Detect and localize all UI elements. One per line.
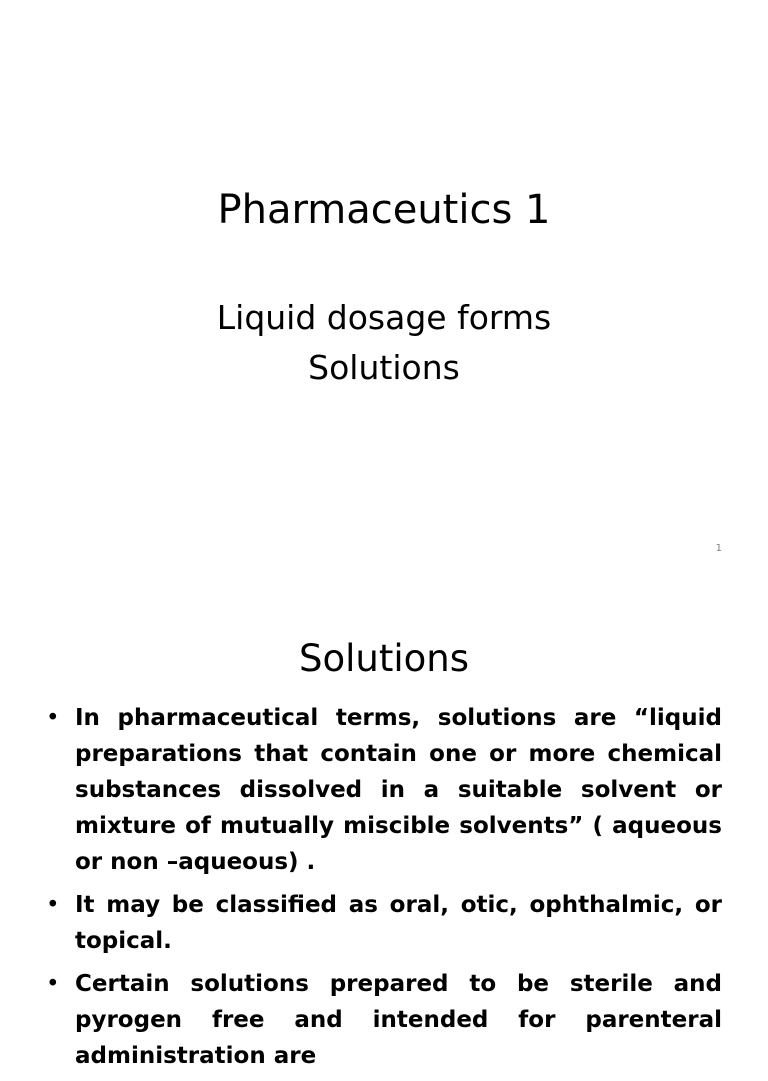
slide-2-title: Solutions <box>298 637 469 680</box>
slide-number: 1 <box>715 543 722 554</box>
slide-1-subtitle <box>0 293 768 393</box>
bullet-item <box>46 700 722 880</box>
slide-2 <box>0 576 768 1069</box>
subtitle-line: Solutions <box>308 348 460 387</box>
subtitle-line: Liquid dosage forms <box>216 298 552 337</box>
bullet-text: Certain solutions prepared to be sterile and pyrogen free and intended for parenteral administration are <box>75 971 722 1069</box>
bullet-item <box>46 887 722 959</box>
bullet-dot-icon: • <box>46 892 60 918</box>
bullet-item <box>46 966 722 1074</box>
bullet-dot-icon: • <box>46 971 60 997</box>
bullet-text: In pharmaceutical terms, solutions are “liquid preparations that contain one or more chemical substances dissolved in a suitable solvent or mixture of mutually miscible solvents” ( aqueous or non –aqueous) . <box>75 705 722 875</box>
slide-1-title: Pharmaceutics 1 <box>217 187 551 233</box>
bullet-dot-icon: • <box>46 705 60 731</box>
bullet-text: It may be classified as oral, otic, ophthalmic, or topical. <box>75 892 722 954</box>
bullet-list <box>46 700 722 1081</box>
